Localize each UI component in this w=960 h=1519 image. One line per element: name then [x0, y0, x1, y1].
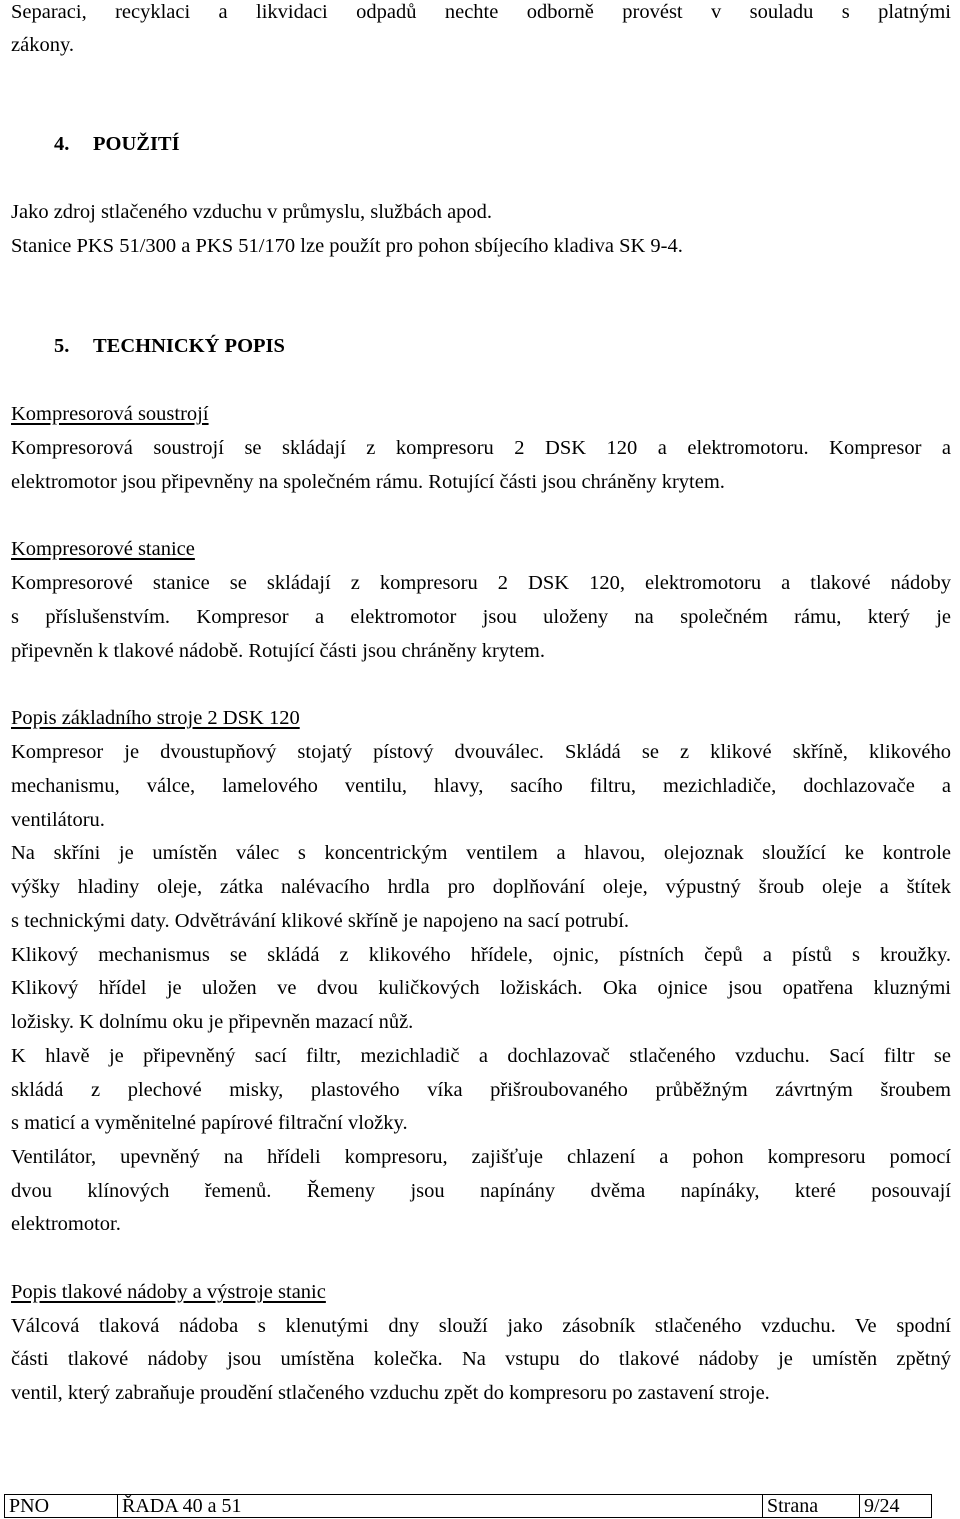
- page-footer: [4, 1494, 932, 1518]
- footer-doc: PNO: [5, 1495, 118, 1518]
- nadoba-heading: Popis tlakové nádoby a výstroje stanic: [11, 1281, 326, 1303]
- section-4-title: POUŽITÍ: [93, 133, 180, 155]
- stanice-heading: Kompresorové stanice: [11, 538, 195, 560]
- intro-line-1: Separaci, recyklaci a likvidaci odpadů nechte odborně provést v souladu s platnými: [11, 1, 951, 23]
- stroj-line-12: s maticí a vyměnitelné papírové filtrační vložky.: [11, 1112, 408, 1134]
- stroj-line-14: dvou klínových řemenů. Řemeny jsou napínány dvěma napínáky, které posouvají: [11, 1180, 951, 1202]
- stroj-heading: Popis základního stroje 2 DSK 120: [11, 707, 300, 729]
- section-4-heading: [54, 128, 180, 161]
- section-4-number: 4.: [54, 133, 70, 155]
- section-4-line-2: Stanice PKS 51/300 a PKS 51/170 lze použít pro pohon sbíjecího kladiva SK 9-4.: [11, 235, 683, 257]
- section-4-line-1: Jako zdroj stlačeného vzduchu v průmyslu, službách apod.: [11, 201, 493, 223]
- stroj-line-13: Ventilátor, upevněný na hřídeli kompresoru, zajišťuje chlazení a pohon kompresoru pomocí: [11, 1146, 951, 1168]
- stroj-line-5: výšky hladiny oleje, zátka nalévacího hrdla pro doplňování oleje, výpustný šroub oleje a štítek: [11, 876, 951, 898]
- nadoba-line-1: Válcová tlaková nádoba s klenutými dny slouží jako zásobník stlačeného vzduchu. Ve spodní: [11, 1315, 951, 1337]
- stanice-line-3: připevněn k tlakové nádobě. Rotující části jsou chráněny krytem.: [11, 640, 545, 662]
- nadoba-line-3: ventil, který zabraňuje proudění stlačeného vzduchu zpět do kompresoru po zastavení stroje.: [11, 1382, 770, 1404]
- stroj-line-10: K hlavě je připevněný sací filtr, mezichladič a dochlazovač stlačeného vzduchu. Sací filtr se: [11, 1045, 951, 1067]
- stroj-line-11: skládá z plechové misky, plastového víka přišroubovaného průběžným závrtným šroubem: [11, 1079, 951, 1101]
- stroj-line-2: mechanismu, válce, lamelového ventilu, hlavy, sacího filtru, mezichladiče, dochlazovače a: [11, 775, 951, 797]
- stroj-line-8: Klikový hřídel je uložen ve dvou kuličkových ložiskách. Oka ojnice jsou opatřena kluznými: [11, 977, 951, 999]
- soustroji-heading: Kompresorová soustrojí: [11, 403, 209, 425]
- intro-line-2: zákony.: [11, 34, 74, 56]
- soustroji-line-2: elektromotor jsou připevněny na společném rámu. Rotující části jsou chráněny krytem.: [11, 471, 725, 493]
- footer-page-number: 9/24: [860, 1495, 932, 1518]
- nadoba-line-2: části tlakové nádoby jsou umístěna kolečka. Na vstupu do tlakové nádoby je umístěn zpětný: [11, 1348, 951, 1370]
- stroj-line-9: ložisky. K dolnímu oku je připevněn mazací nůž.: [11, 1011, 414, 1033]
- section-5-heading: [54, 330, 285, 363]
- stanice-line-1: Kompresorové stanice se skládají z kompresoru 2 DSK 120, elektromotoru a tlakové nádoby: [11, 572, 951, 594]
- footer-page-label: Strana: [763, 1495, 860, 1518]
- stroj-line-15: elektromotor.: [11, 1213, 121, 1235]
- footer-series: ŘADA 40 a 51: [118, 1495, 763, 1518]
- stroj-line-4: Na skříni je umístěn válec s koncentrickým ventilem a hlavou, olejoznak sloužící ke kontrole: [11, 842, 951, 864]
- stroj-line-3: ventilátoru.: [11, 809, 105, 831]
- stroj-line-6: s technickými daty. Odvětrávání klikové skříně je napojeno na sací potrubí.: [11, 910, 630, 932]
- stanice-line-2: s příslušenstvím. Kompresor a elektromotor jsou uloženy na společném rámu, který je: [11, 606, 951, 628]
- soustroji-line-1: Kompresorová soustrojí se skládají z kompresoru 2 DSK 120 a elektromotoru. Kompresor a: [11, 437, 951, 459]
- stroj-line-7: Klikový mechanismus se skládá z klikového hřídele, ojnic, pístních čepů a pístů s kroužky.: [11, 944, 951, 966]
- stroj-line-1: Kompresor je dvoustupňový stojatý pístový dvouválec. Skládá se z klikové skříně, klikového: [11, 741, 951, 763]
- section-5-title: TECHNICKÝ POPIS: [93, 335, 285, 357]
- section-5-number: 5.: [54, 335, 70, 357]
